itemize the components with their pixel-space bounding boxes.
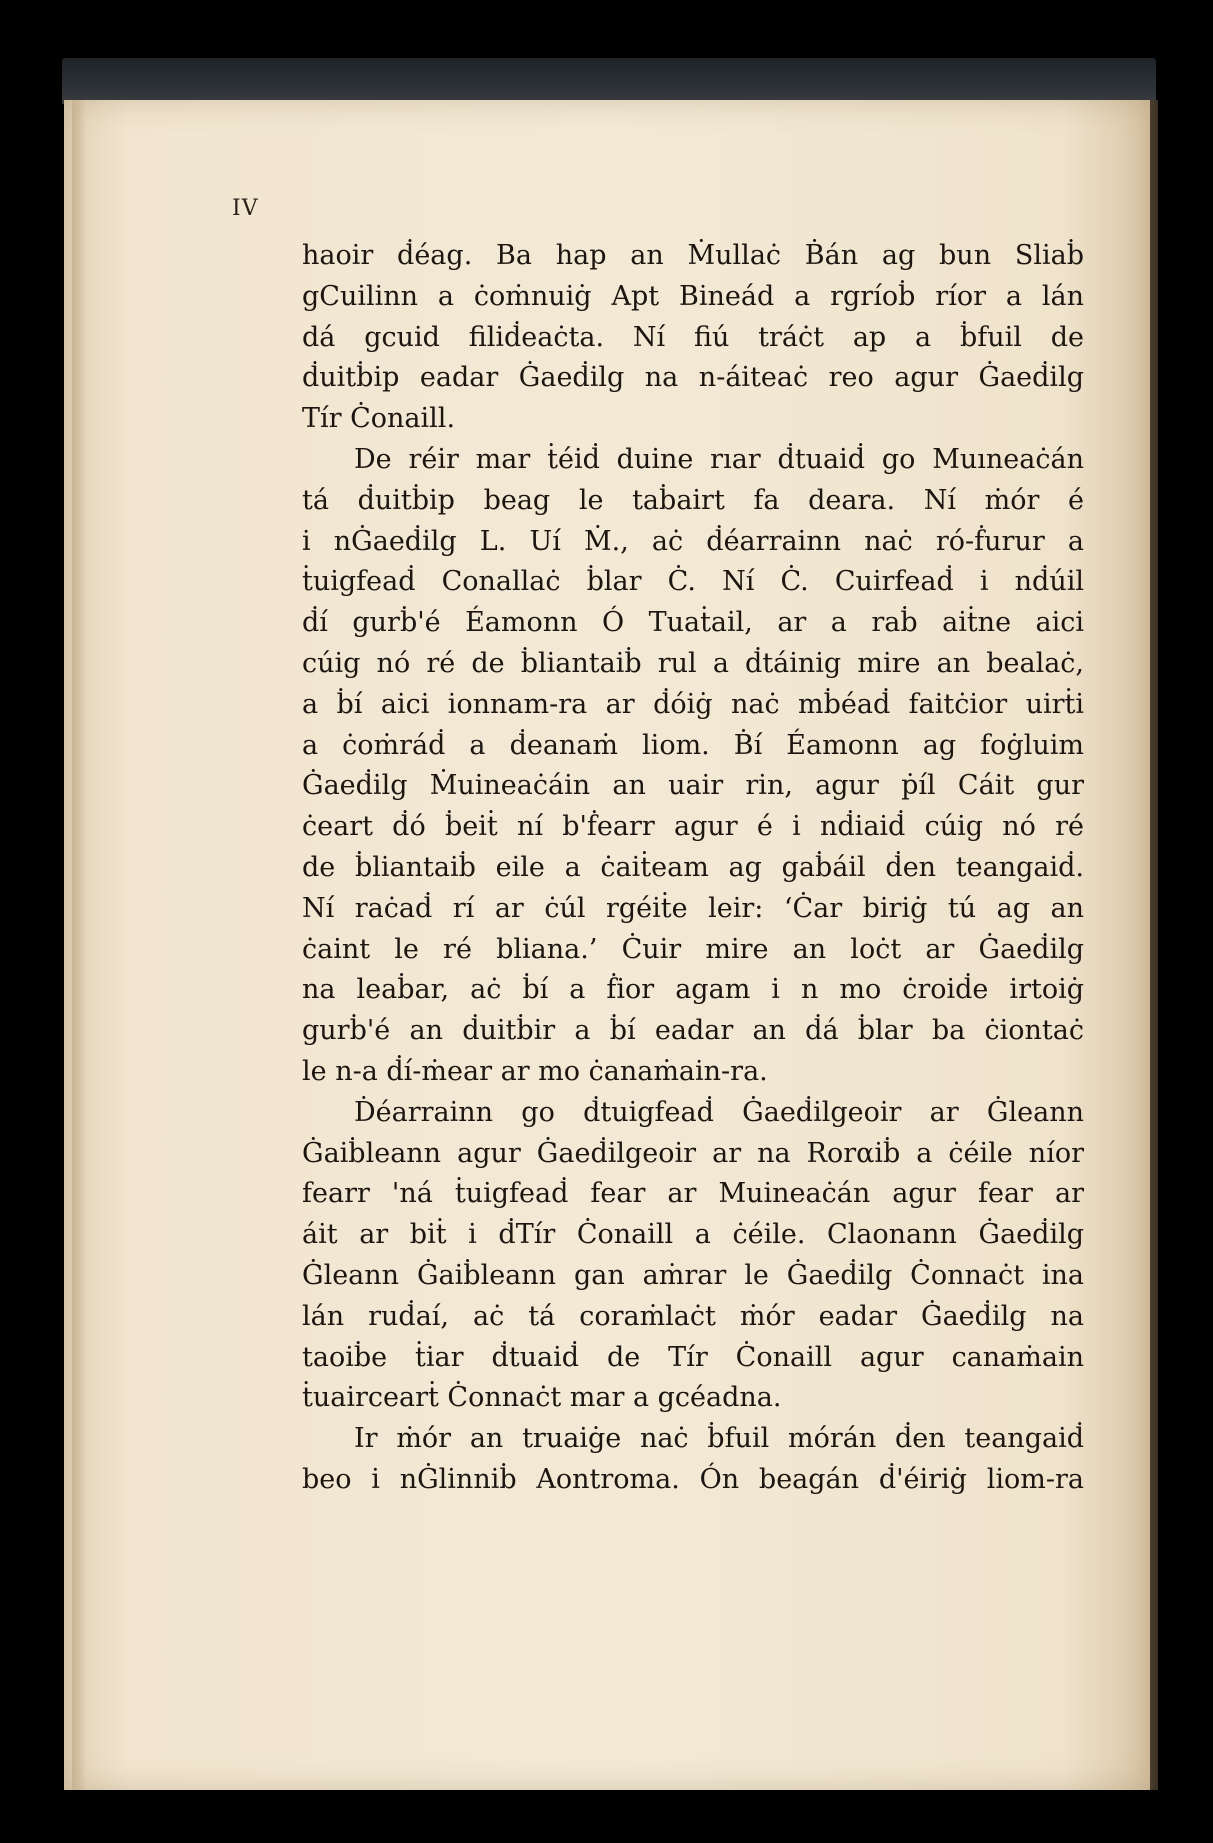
- body-text: [302, 236, 1084, 1501]
- text-line: Ir ṁór an truaiġe naċ ḃfuil mórán ḋen teangaiḋ: [354, 1423, 1084, 1455]
- text-line: ḋí gurḃ'é Éamonn Ó Tuaṫail, ar a raḃ aiṫne aici: [302, 607, 1084, 639]
- text-line: dá gcuid filiḋeaċta. Ní fiú tráċt ap a ḃfuil de: [302, 321, 1084, 353]
- text-line: Ġleann Ġaiḃleann gan aṁrar le Ġaeḋilg Ċonnaċt ina: [302, 1259, 1084, 1291]
- text-line: de ḃliantaiḃ eile a ċaiṫeam ag gaḃáil ḋen teangaiḋ.: [302, 851, 1084, 883]
- text-line: ṫuaircearṫ Ċonnaċt mar a gcéadna.: [302, 1382, 782, 1414]
- text-line: na leaḃar, aċ ḃí a ḟior agam i n mo ċroiḋe irtoiġ: [302, 974, 1084, 1006]
- text-line: ḋuitḃip eadar Ġaeḋilg na n-áiteaċ reo agur Ġaeḋilg: [302, 362, 1084, 394]
- text-line: ṫuigfeaḋ Conallaċ ḃlar Ċ. Ní Ċ. Cuirfeaḋ i nḋúil: [302, 566, 1084, 598]
- text-line: fearr 'ná ṫuigfeaḋ fear ar Muineaċán agur fear ar: [302, 1178, 1084, 1210]
- text-line: haoir ḋéag. Ba hap an Ṁullaċ Ḃán ag bun Sliaḃ: [302, 240, 1084, 271]
- text-line: Ḋéarrainn go ḋtuigfeaḋ Ġaeḋilgeoir ar Ġleann: [354, 1096, 1084, 1128]
- text-line: Ġaiḃleann agur Ġaeḋilgeoir ar na Rorαiḃ a ċéile níor: [302, 1137, 1084, 1169]
- text-line: le n-a ḋí-ṁear ar mo ċanaṁain-ra.: [302, 1055, 768, 1087]
- text-line: Tír Ċonaill.: [302, 403, 456, 435]
- text-line: a ċoṁráḋ a ḋeanaṁ liom. Ḃí Éamonn ag foġluim: [302, 729, 1084, 761]
- text-line: i nĠaeḋilg L. Uí Ṁ., aċ ḋéarrainn naċ ró-ḟurur a: [302, 525, 1084, 557]
- book-spine-edge: [62, 58, 1156, 104]
- text-line: lán ruḋaí, aċ tá coraṁlaċt ṁór eadar Ġaeḋilg na: [302, 1300, 1084, 1332]
- text-line: ċeart ḋó ḃeiṫ ní b'ḟearr agur é i nḋiaiḋ cúig nó ré: [302, 811, 1084, 843]
- text-line: De réir mar ṫéiḋ duine rıar ḋtuaiḋ go Muıneaċán: [354, 443, 1084, 475]
- text-line: taoiḃe ṫiar ḋtuaiḋ de Tír Ċonaill agur canaṁain: [302, 1341, 1084, 1373]
- text-line: ċaint le ré bliana.’ Ċuir mire an loċt ar Ġaeḋilg: [302, 933, 1084, 965]
- text-line: cúig nó ré de ḃliantaiḃ rul a ḋtáinig mire an bealaċ,: [302, 647, 1084, 679]
- text-line: beo i nĠlinniḃ Aontroma. Ón beagán ḋ'éiriġ liom-ra: [302, 1463, 1084, 1495]
- text-line: áit ar biṫ i ḋTír Ċonaill a ċéile. Claonann Ġaeḋilg: [302, 1219, 1084, 1251]
- text-line: gurḃ'é an ḋuitḃir a ḃí eadar an ḋá ḃlar ba ċiontaċ: [302, 1015, 1084, 1047]
- text-line: a ḃí aici ionnam-ra ar ḋóiġ naċ mḃéaḋ faitċior uirṫi: [302, 688, 1084, 720]
- page-number: IV: [232, 196, 259, 221]
- text-line: Ġaeḋilg Ṁuineaċáin an uair rin, agur ṗíl Cáit gur: [302, 770, 1084, 802]
- text-line: Ní raċaḋ rí ar ċúl rgéiṫe leir: ‘Ċar biriġ tú ag an: [302, 892, 1084, 924]
- text-line: gCuilinn a ċoṁnuiġ Apt Bineád a rgríoḃ ríor a lán: [302, 280, 1084, 312]
- text-line: tá ḋuitḃip beag le taḃairt fa deara. Ní ṁór é: [302, 484, 1084, 516]
